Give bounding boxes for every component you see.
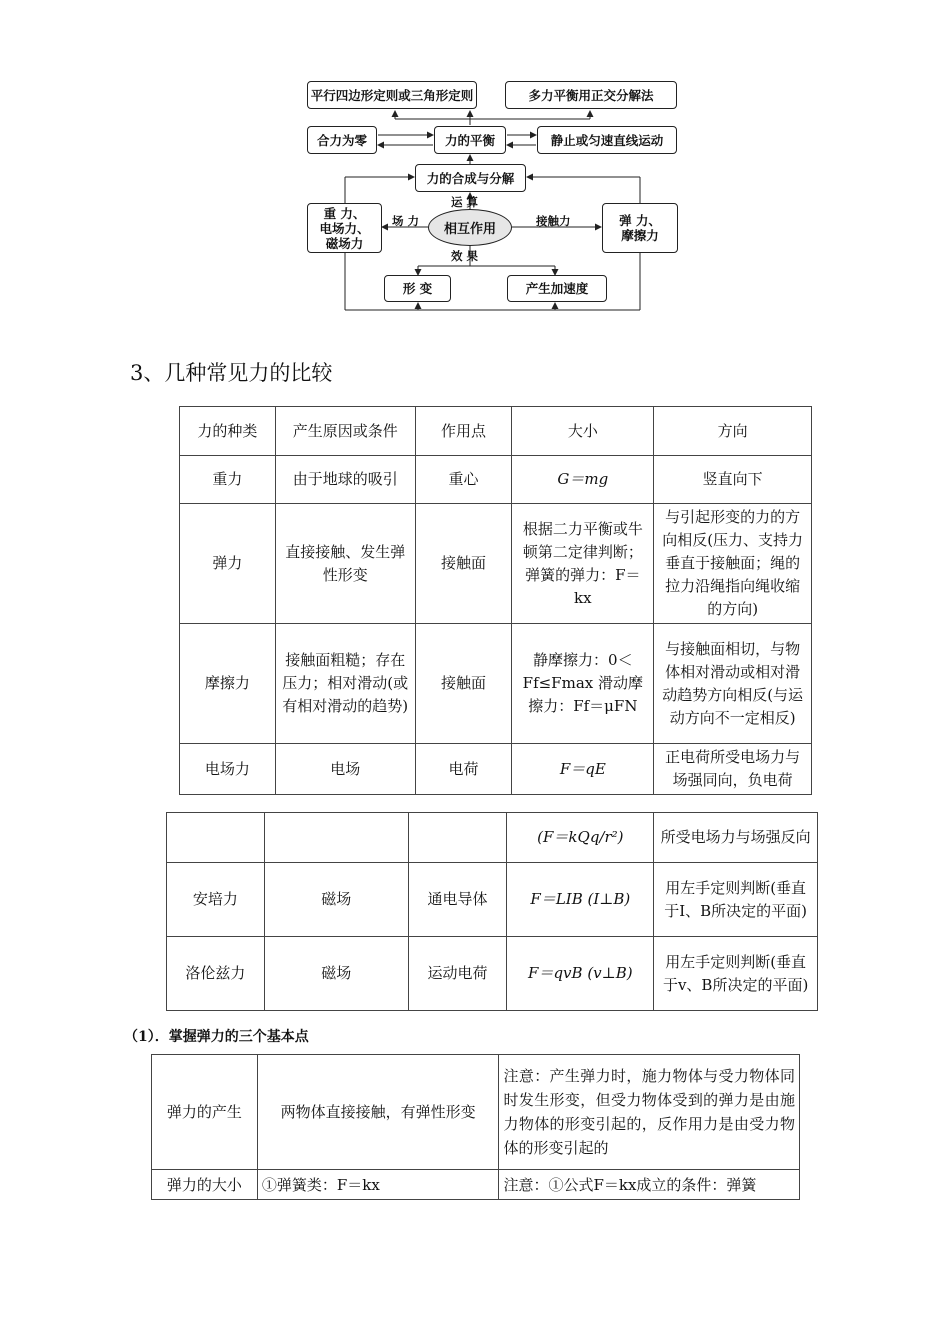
ellipse-interaction: 相互作用 bbox=[428, 209, 512, 246]
contact-force-line-2: 摩擦力 bbox=[621, 228, 659, 243]
cell-magnitude: F＝qvB (v⊥B) bbox=[507, 937, 654, 1011]
box-force-balance: 力的平衡 bbox=[434, 126, 506, 154]
header-direction: 方向 bbox=[654, 407, 812, 456]
cell-type: 电场力 bbox=[180, 744, 276, 795]
cell-direction: 与引起形变的力的方向相反(压力、支持力垂直于接触面；绳的拉力沿绳指向绳收缩的方向) bbox=[654, 504, 812, 624]
table-row bbox=[167, 937, 818, 1011]
table-header-row bbox=[180, 407, 812, 456]
cell-cause bbox=[264, 813, 408, 863]
cell-point: 接触面 bbox=[415, 624, 512, 744]
cell-direction: 与接触面相切，与物体相对滑动或相对滑动趋势方向相反(与运动方向不一定相反) bbox=[654, 624, 812, 744]
cell-type: 安培力 bbox=[167, 863, 265, 937]
box-parallelogram-rule: 平行四边形定则或三角形定则 bbox=[307, 81, 477, 109]
elastic-force-table bbox=[151, 1054, 800, 1200]
header-cause: 产生原因或条件 bbox=[275, 407, 415, 456]
cell-note: 注意：产生弹力时，施力物体与受力物体同时发生形变，但受力物体受到的弹力是由施力物体的形变引起的，反作用力是由受力物体的形变引起的 bbox=[499, 1055, 800, 1170]
cell-magnitude: G＝mg bbox=[512, 456, 654, 504]
table-row bbox=[180, 744, 812, 795]
label-field-force: 场 力 bbox=[392, 214, 420, 228]
label-calculation: 运 算 bbox=[451, 195, 479, 209]
box-net-force-zero: 合力为零 bbox=[307, 126, 377, 154]
cell-point: 重心 bbox=[415, 456, 512, 504]
field-force-line-2: 电场力、 bbox=[319, 220, 370, 236]
field-force-line-3: 磁场力 bbox=[325, 235, 364, 251]
table-row bbox=[167, 813, 818, 863]
cell-magnitude: (F＝kQq/r²) bbox=[507, 813, 654, 863]
box-contact-forces bbox=[602, 203, 678, 253]
header-force-type: 力的种类 bbox=[180, 407, 276, 456]
cell-direction: 用左手定则判断(垂直于v、B所决定的平面) bbox=[654, 937, 818, 1011]
table-row bbox=[180, 624, 812, 744]
header-magnitude: 大小 bbox=[512, 407, 654, 456]
concept-diagram bbox=[300, 75, 690, 315]
cell-content: 两物体直接接触，有弹性形变 bbox=[257, 1055, 499, 1170]
label-contact-force: 接触力 bbox=[536, 214, 571, 228]
cell-cause: 直接接触、发生弹性形变 bbox=[275, 504, 415, 624]
cell-magnitude: F＝LIB (I⊥B) bbox=[507, 863, 654, 937]
table-row bbox=[180, 456, 812, 504]
box-acceleration: 产生加速度 bbox=[507, 275, 607, 302]
cell-direction: 所受电场力与场强反向 bbox=[654, 813, 818, 863]
cell-magnitude: F＝qE bbox=[512, 744, 654, 795]
table-row bbox=[180, 504, 812, 624]
contact-force-line-1: 弹 力、 bbox=[619, 213, 661, 228]
diagram-connectors bbox=[300, 75, 690, 315]
cell-magnitude: 根据二力平衡或牛顿第二定律判断；弹簧的弹力：F＝kx bbox=[512, 504, 654, 624]
section-heading-common-forces: 3、几种常见力的比较 bbox=[130, 361, 333, 385]
cell-point bbox=[408, 813, 507, 863]
field-force-line-1: 重 力、 bbox=[323, 205, 366, 221]
cell-note: 注意：①公式F＝kx成立的条件：弹簧 bbox=[499, 1170, 800, 1200]
box-composition-decomposition: 力的合成与分解 bbox=[415, 164, 526, 192]
label-effect: 效 果 bbox=[451, 249, 479, 263]
cell-content: ①弹簧类：F＝kx bbox=[257, 1170, 499, 1200]
cell-point: 电荷 bbox=[415, 744, 512, 795]
cell-cause: 磁场 bbox=[264, 937, 408, 1011]
cell-topic: 弹力的产生 bbox=[152, 1055, 258, 1170]
cell-direction: 竖直向下 bbox=[654, 456, 812, 504]
subsection-heading-elastic-force: （1）．掌握弹力的三个基本点 bbox=[124, 1029, 309, 1045]
cell-direction: 正电荷所受电场力与场强同向，负电荷 bbox=[654, 744, 812, 795]
table-row bbox=[152, 1170, 800, 1200]
table-row bbox=[152, 1055, 800, 1170]
box-field-forces bbox=[307, 203, 382, 253]
table-row bbox=[167, 863, 818, 937]
forces-comparison-table-continued bbox=[166, 812, 818, 1011]
cell-cause: 接触面粗糙；存在压力；相对滑动(或有相对滑动的趋势) bbox=[275, 624, 415, 744]
cell-point: 通电导体 bbox=[408, 863, 507, 937]
header-point: 作用点 bbox=[415, 407, 512, 456]
box-deformation: 形 变 bbox=[384, 275, 451, 302]
cell-type: 弹力 bbox=[180, 504, 276, 624]
box-orthogonal-decomposition: 多力平衡用正交分解法 bbox=[505, 81, 677, 109]
cell-direction: 用左手定则判断(垂直于I、B所决定的平面) bbox=[654, 863, 818, 937]
cell-point: 运动电荷 bbox=[408, 937, 507, 1011]
cell-cause: 磁场 bbox=[264, 863, 408, 937]
cell-type: 摩擦力 bbox=[180, 624, 276, 744]
cell-cause: 电场 bbox=[275, 744, 415, 795]
cell-topic: 弹力的大小 bbox=[152, 1170, 258, 1200]
cell-cause: 由于地球的吸引 bbox=[275, 456, 415, 504]
cell-type: 重力 bbox=[180, 456, 276, 504]
cell-type: 洛伦兹力 bbox=[167, 937, 265, 1011]
cell-magnitude: 静摩擦力：0＜Ff≤Fmax 滑动摩擦力：Ff＝μFN bbox=[512, 624, 654, 744]
cell-type bbox=[167, 813, 265, 863]
box-rest-or-uniform-motion: 静止或匀速直线运动 bbox=[537, 126, 677, 154]
cell-point: 接触面 bbox=[415, 504, 512, 624]
forces-comparison-table bbox=[179, 406, 812, 795]
